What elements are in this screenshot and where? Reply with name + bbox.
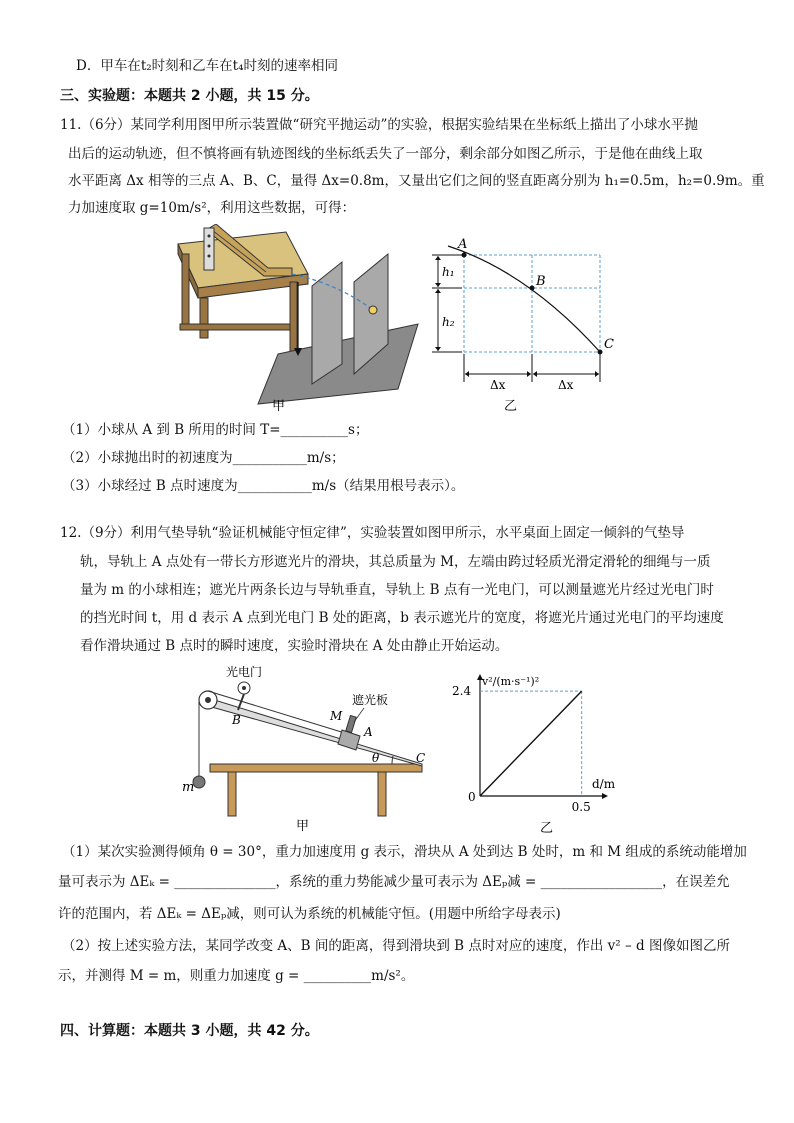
q12-label-a: A	[364, 725, 373, 739]
chart-series-line	[480, 691, 582, 796]
q11-sub-2: （2）小球抛出时的初速度为___________m/s；	[62, 450, 345, 466]
q12-label-m: m	[182, 780, 195, 795]
q12-label-shade: 遮光板	[352, 693, 389, 707]
option-d: D．甲车在t₂时刻和乙车在t₄时刻的速率相同	[76, 58, 338, 74]
q12-line-5: 看作滑块通过 B 点时的瞬时速度，实验时滑块在 A 处由静止开始运动。	[80, 638, 509, 654]
q11-line-4: 力加速度取 g=10m/s²，利用这些数据，可得：	[68, 200, 356, 216]
q11-figure-grid	[428, 232, 628, 412]
q12-line-4: 的挡光时间 t，用 d 表示 A 点到光电门 B 处的距离，b 表示遮光片的宽度，将遮光片通过光电门的平均速度	[80, 610, 724, 626]
q12-sub-5: 示，并测得 M = m，则重力加速度 g = __________m/s²。	[58, 968, 415, 984]
q12-fig-right-caption: 乙	[540, 821, 554, 835]
q11-point-c: C	[604, 337, 614, 352]
q11-line-2: 出后的运动轨迹，但不慎将画有轨迹图线的坐标纸丢失了一部分，剩余部分如图乙所示，于是他在曲线上取	[68, 146, 703, 162]
chart-x-tick: 0.5	[571, 800, 591, 814]
q12-label-b: B	[232, 713, 241, 727]
q12-label-c: C	[416, 751, 426, 765]
q12-label-theta: θ	[372, 751, 380, 765]
q11-dx-label-2: Δx	[558, 378, 574, 392]
q11-h2-label: h₂	[442, 315, 455, 329]
q11-fig-right-caption: 乙	[504, 399, 518, 412]
q12-sub-2: 量可表示为 ΔEₖ = _______________，系统的重力势能减少量可表示为 ΔEₚ减 = __________________，在误差允	[58, 874, 730, 890]
q12-label-M: M	[330, 709, 343, 723]
q11-line-3: 水平距离 Δx 相等的三点 A、B、C，量得 Δx=0.8m，又量出它们之间的竖直距离分别为 h₁=0.5m，h₂=0.9m。重	[68, 173, 765, 189]
chart-y-tick: 2.4	[452, 684, 472, 699]
q12-fig-left-caption: 甲	[296, 819, 310, 834]
q12-label-photogate: 光电门	[226, 665, 263, 679]
q12-sub-4: （2）按上述实验方法，某同学改变 A、B 间的距离，得到滑块到 B 点时对应的速度，作出 v² – d 图像如图乙所	[62, 938, 730, 954]
q11-point-b: B	[536, 274, 546, 289]
q11-line-1: 11.（6分）某同学利用图甲所示装置做“研究平抛运动”的实验，根据实验结果在坐标纸上描出了小球水平抛	[60, 117, 698, 133]
q11-h1-label: h₁	[442, 265, 455, 279]
chart-y-label: v²/(m·s⁻¹)²	[482, 675, 540, 688]
section-3-heading: 三、实验题：本题共 2 小题，共 15 分。	[60, 88, 319, 104]
q12-line-1: 12.（9分）利用气垫导轨“验证机械能守恒定律”，实验装置如图甲所示，水平桌面上固定一倾斜的气垫导	[60, 525, 685, 541]
chart-x-label: d/m	[592, 777, 616, 791]
q12-figure-apparatus	[178, 660, 440, 835]
q12-line-3: 量为 m 的小球相连；遮光片两条长边与导轨垂直，导轨上 B 点有一光电门，可以测量遮光片经过光电门时	[80, 582, 714, 598]
q11-sub-1: （1）小球从 A 到 B 所用的时间 T=__________s；	[62, 422, 369, 438]
q11-figure-apparatus	[168, 224, 428, 414]
q11-fig-left-caption: 甲	[272, 399, 286, 414]
q11-sub-3: （3）小球经过 B 点时速度为___________m/s（结果用根号表示）。	[62, 478, 465, 494]
section-4-heading: 四、计算题：本题共 3 小题，共 42 分。	[60, 1023, 319, 1039]
q12-sub-1: （1）某次实验测得倾角 θ = 30°，重力加速度用 g 表示，滑块从 A 处到达 B 处时，m 和 M 组成的系统动能增加	[62, 844, 747, 860]
q12-line-2: 轨，导轨上 A 点处有一带长方形遮光片的滑块，其总质量为 M，左端由跨过轻质光滑定滑轮的细绳与一质	[80, 554, 711, 570]
q11-dx-label-1: Δx	[490, 378, 506, 392]
q12-sub-3: 许的范围内，若 ΔEₖ = ΔEₚ减，则可认为系统的机械能守恒。(用题中所给字母表示)	[58, 906, 561, 922]
chart-origin: 0	[468, 790, 476, 804]
q12-v2-d-chart	[450, 670, 620, 835]
q11-point-a: A	[458, 237, 468, 252]
